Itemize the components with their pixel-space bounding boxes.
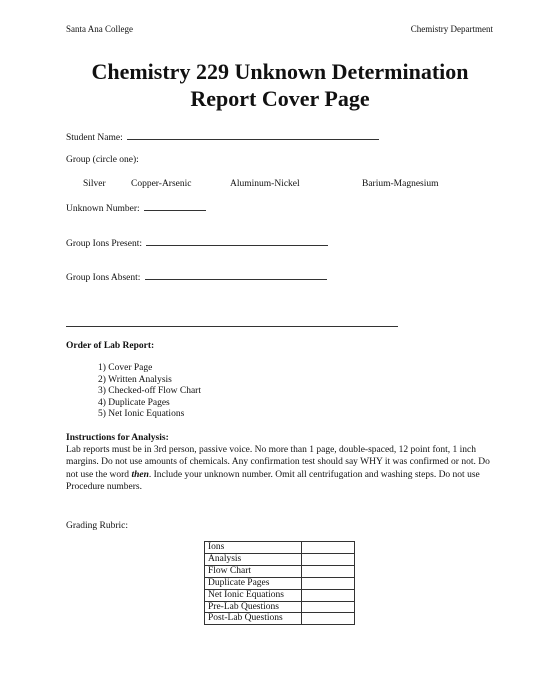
- group-option-copper-arsenic[interactable]: Copper-Arsenic: [131, 179, 192, 189]
- list-item: 2) Written Analysis: [98, 374, 172, 385]
- header-department: Chemistry Department: [410, 24, 493, 34]
- rubric-item: Pre-Lab Questions: [205, 601, 302, 613]
- ions-present-field[interactable]: [146, 237, 328, 246]
- rubric-label: Grading Rubric:: [66, 521, 129, 531]
- rubric-score-cell[interactable]: [302, 589, 355, 601]
- group-label: Group (circle one):: [66, 155, 139, 165]
- group-option-aluminum-nickel[interactable]: Aluminum-Nickel: [230, 179, 300, 189]
- table-row: [205, 589, 355, 601]
- rubric-score-cell[interactable]: [302, 542, 355, 554]
- table-row: [205, 601, 355, 613]
- ions-absent-row: [66, 271, 327, 283]
- order-list: [98, 363, 201, 421]
- unknown-number-field[interactable]: [144, 202, 206, 211]
- table-row: [205, 577, 355, 589]
- rubric-score-cell[interactable]: [302, 553, 355, 565]
- ions-present-row: [66, 237, 328, 249]
- page-subtitle: Report Cover Page: [190, 86, 370, 111]
- instructions-text-part2: . Include your unknown number. Omit all centrifugation and washing steps. Do not use Procedure numbers.: [66, 469, 480, 493]
- instructions-emphasis: then: [131, 469, 149, 480]
- list-item: 5) Net Ionic Equations: [98, 409, 185, 420]
- section-divider: [66, 326, 398, 327]
- header-college: Santa Ana College: [66, 24, 133, 34]
- order-heading: Order of Lab Report:: [66, 341, 155, 351]
- unknown-number-label: Unknown Number:: [66, 204, 140, 214]
- instructions-text: [66, 444, 498, 494]
- table-row: [205, 613, 355, 625]
- rubric-score-cell[interactable]: [302, 577, 355, 589]
- table-row: [205, 542, 355, 554]
- instructions-text-part1: Lab reports must be in 3rd person, passive voice. No more than 1 page, double-spaced, 12 point font, 1 inch margins. Do not use amounts of chemicals. Any confirmation test should say WHY it was confirmed or not. Do not use the word: [66, 445, 490, 480]
- rubric-score-cell[interactable]: [302, 601, 355, 613]
- page-title: Chemistry 229 Unknown Determination: [91, 59, 469, 84]
- student-name-row: [66, 131, 379, 143]
- list-item: 4) Duplicate Pages: [98, 397, 170, 408]
- rubric-item: Analysis: [205, 553, 302, 565]
- list-item: 3) Checked-off Flow Chart: [98, 386, 201, 397]
- rubric-item: Flow Chart: [205, 565, 302, 577]
- ions-absent-label: Group Ions Absent:: [66, 273, 141, 283]
- instructions-heading: Instructions for Analysis:: [66, 433, 169, 443]
- student-name-label: Student Name:: [66, 133, 123, 143]
- rubric-score-cell[interactable]: [302, 613, 355, 625]
- rubric-item: Net Ionic Equations: [205, 589, 302, 601]
- group-option-silver[interactable]: Silver: [83, 179, 106, 189]
- ions-absent-field[interactable]: [145, 271, 327, 280]
- table-row: [205, 565, 355, 577]
- rubric-table: [204, 541, 355, 625]
- rubric-item: Duplicate Pages: [205, 577, 302, 589]
- ions-present-label: Group Ions Present:: [66, 239, 142, 249]
- rubric-score-cell[interactable]: [302, 565, 355, 577]
- student-name-field[interactable]: [127, 131, 379, 140]
- table-row: [205, 553, 355, 565]
- rubric-item: Post-Lab Questions: [205, 613, 302, 625]
- unknown-number-row: [66, 202, 206, 214]
- list-item: 1) Cover Page: [98, 363, 153, 373]
- group-option-barium-magnesium[interactable]: Barium-Magnesium: [362, 179, 439, 189]
- rubric-item: Ions: [205, 542, 302, 554]
